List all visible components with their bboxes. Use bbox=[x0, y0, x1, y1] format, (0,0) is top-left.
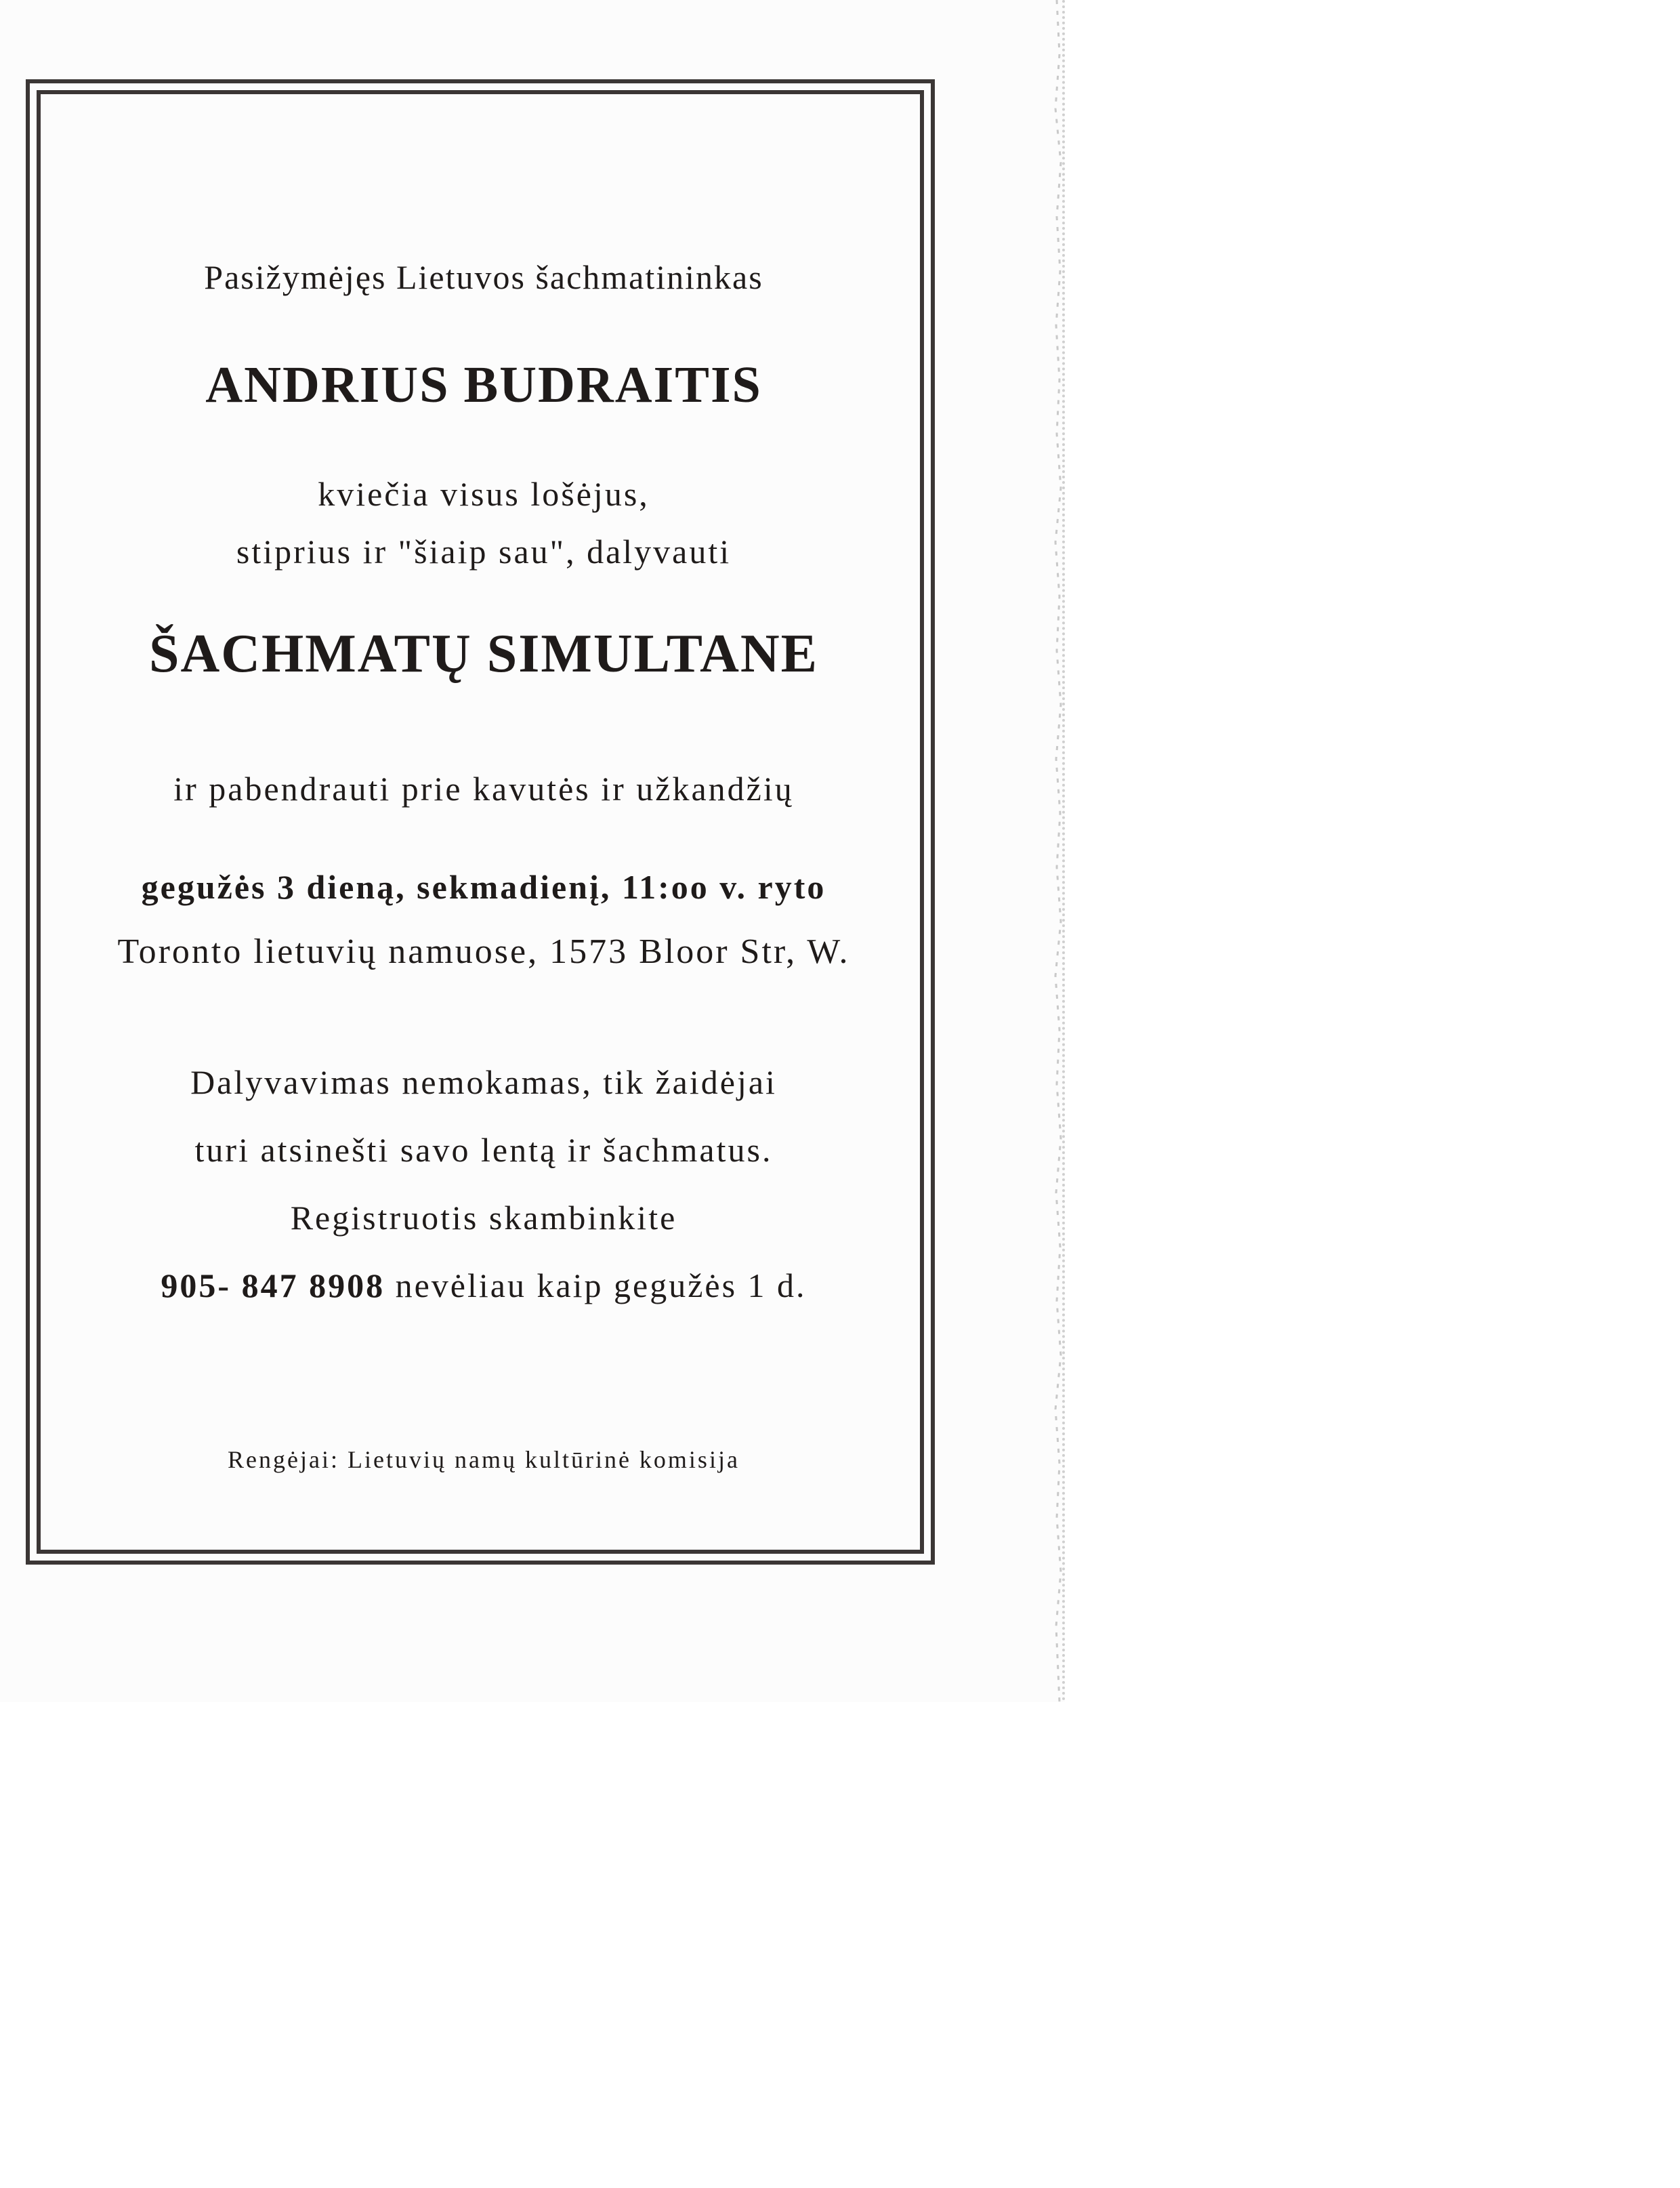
event-date-time: gegužės 3 dieną, sekmadienį, 11:oo v. ryto bbox=[141, 868, 826, 906]
deadline-text: nevėliau kaip gegužės 1 d. bbox=[395, 1266, 807, 1304]
event-venue: Toronto lietuvių namuose, 1573 Bloor Str, W. bbox=[117, 932, 850, 971]
poster-inner-frame bbox=[37, 90, 924, 1554]
social-text: ir pabendrauti prie kavutės ir užkandžių bbox=[173, 770, 794, 808]
participation-line-2: turi atsinešti savo lentą ir šachmatus. bbox=[194, 1131, 773, 1169]
event-title: ŠACHMATŲ SIMULTANE bbox=[149, 624, 818, 684]
player-name: ANDRIUS BUDRAITIS bbox=[205, 356, 762, 413]
invite-line-2: stiprius ir "šiaip sau", dalyvauti bbox=[236, 533, 732, 571]
lead-text: Pasižymėjęs Lietuvos šachmatininkas bbox=[204, 258, 763, 296]
invite-line-1: kviečia visus lošėjus, bbox=[318, 475, 650, 513]
phone-number: 905- 847 8908 bbox=[161, 1266, 385, 1304]
torn-edge-decoration bbox=[1030, 0, 1070, 1702]
phone-line bbox=[0, 1266, 967, 1305]
registration-text: Registruotis skambinkite bbox=[290, 1199, 677, 1237]
paper-sheet bbox=[0, 0, 1065, 1702]
poster-frame bbox=[26, 79, 935, 1565]
organizers-text: Rengėjai: Lietuvių namų kultūrinė komisija bbox=[228, 1446, 740, 1473]
participation-line-1: Dalyvavimas nemokamas, tik žaidėjai bbox=[190, 1063, 777, 1101]
